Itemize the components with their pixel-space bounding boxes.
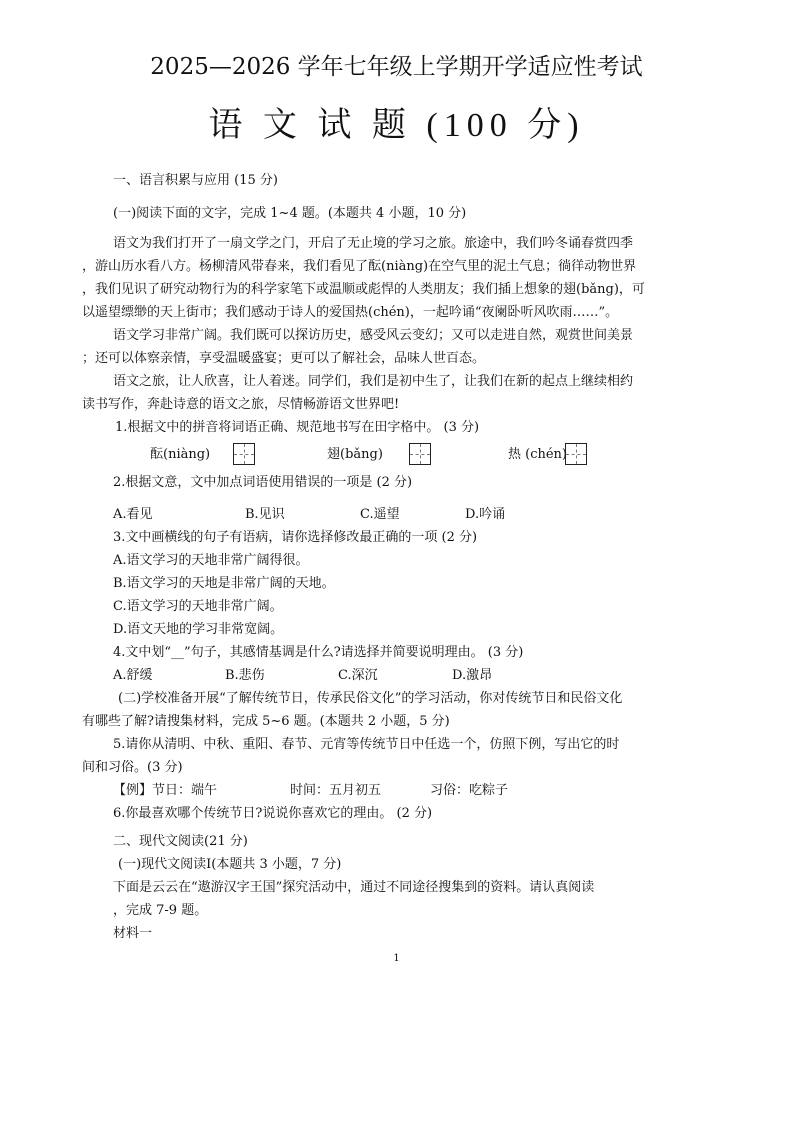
example-custom: 习俗：吃粽子 [430,783,509,798]
passage-line: 读书写作，奔赴诗意的语文之旅，尽情畅游语文世界吧! [82,397,400,412]
section-heading-1: 一、语言积累与应用 (15 分) [113,173,278,188]
question-1: 1.根据文中的拼音将词语正确、规范地书写在田字格中。 (3 分) [115,420,480,435]
tianzige-box[interactable] [565,443,587,465]
passage-line: ；还可以体察亲情，享受温暖盛宴；更可以了解社会，品味人世百态。 [82,351,486,366]
subsection-heading: (二)学校准备开展“了解传统节日，传承民俗文化”的学习活动，你对传统节日和民俗文化 [118,691,623,706]
question-5: 间和习俗。(3 分) [82,760,183,775]
option-c[interactable]: C.遥望 [360,507,400,522]
subsection-heading: 有哪些了解?请搜集材料，完成 5~6 题。(本题共 2 小题，5 分) [82,714,450,729]
tianzige-box[interactable] [409,443,431,465]
passage-line: ，游山历水看八方。杨柳清风带春来，我们看见了酝(niàng)在空气里的泥土气息；徜徉动物世界 [82,259,637,274]
example-festival: 【例】节日：端午 [113,783,218,798]
option-b[interactable]: B.见识 [245,507,285,522]
passage-line: 以遥望缥缈的天上街市；我们感动于诗人的爱国热(chén)，一起吟诵“夜阑卧听风吹雨……”。 [82,305,619,320]
option-d[interactable]: D.激昂 [452,668,493,683]
section-heading-2: 二、现代文阅读(21 分) [113,834,248,849]
subsection-heading: (一)阅读下面的文字，完成 1~4 题。(本题共 4 小题，10 分) [113,206,467,221]
material-label: 材料一 [113,926,153,941]
option-d[interactable]: D.语文天地的学习非常宽阔。 [113,622,284,637]
subsection-heading: (一)现代文阅读Ⅰ(本题共 3 小题，7 分) [118,857,342,872]
exam-subtitle: 语 文 试 题 (100 分) [208,107,585,144]
pinyin-item: 翅(bǎng) [327,447,383,462]
question-5: 5.请你从清明、中秋、重阳、春节、元宵等传统节日中任选一个，仿照下例，写出它的时 [113,737,620,752]
option-b[interactable]: B.悲伤 [225,668,265,683]
intro-line: ，完成 7-9 题。 [113,903,208,918]
option-a[interactable]: A.看见 [113,507,153,522]
question-3: 3.文中画横线的句子有语病，请你选择修改最正确的一项 (2 分) [113,530,478,545]
passage-line: 语文为我们打开了一扇文学之门，开启了无止境的学习之旅。旅途中，我们吟冬诵春赏四季 [113,236,634,251]
passage-line: 语文之旅，让人欣喜，让人着迷。同学们，我们是初中生了，让我们在新的起点上继续相约 [113,374,634,389]
option-a[interactable]: A.语文学习的天地非常广阔得很。 [113,553,309,568]
tianzige-box[interactable] [233,443,255,465]
page-number: 1 [393,953,400,964]
exam-title: 2025—2026 学年七年级上学期开学适应性考试 [150,54,643,80]
pinyin-item: 酝(niàng) [150,447,211,462]
pinyin-item: 热 (chén) [508,447,567,462]
option-b[interactable]: B.语文学习的天地是非常广阔的天地。 [113,576,335,591]
question-6: 6.你最喜欢哪个传统节日?说说你喜欢它的理由。 (2 分) [113,806,433,821]
option-a[interactable]: A.舒缓 [113,668,153,683]
example-time: 时间：五月初五 [290,783,382,798]
passage-line: ，我们见识了研究动物行为的科学家笔下或温顺或彪悍的人类朋友；我们插上想象的翅(bǎng)，可 [82,282,645,297]
option-c[interactable]: C.语文学习的天地非常广阔。 [113,599,283,614]
intro-line: 下面是云云在“遨游汉字王国”探究活动中，通过不同途径搜集到的资料。请认真阅读 [113,880,595,895]
option-d[interactable]: D.吟诵 [465,507,506,522]
option-c[interactable]: C.深沉 [338,668,378,683]
passage-line: 语文学习非常广阔。我们既可以探访历史，感受风云变幻；又可以走进自然，观赏世间美景 [113,328,634,343]
question-4: 4.文中划“__”句子，其感情基调是什么?请选择并简要说明理由。 (3 分) [113,645,524,660]
question-2: 2.根据文意，文中加点词语使用错误的一项是 (2 分) [113,475,413,490]
